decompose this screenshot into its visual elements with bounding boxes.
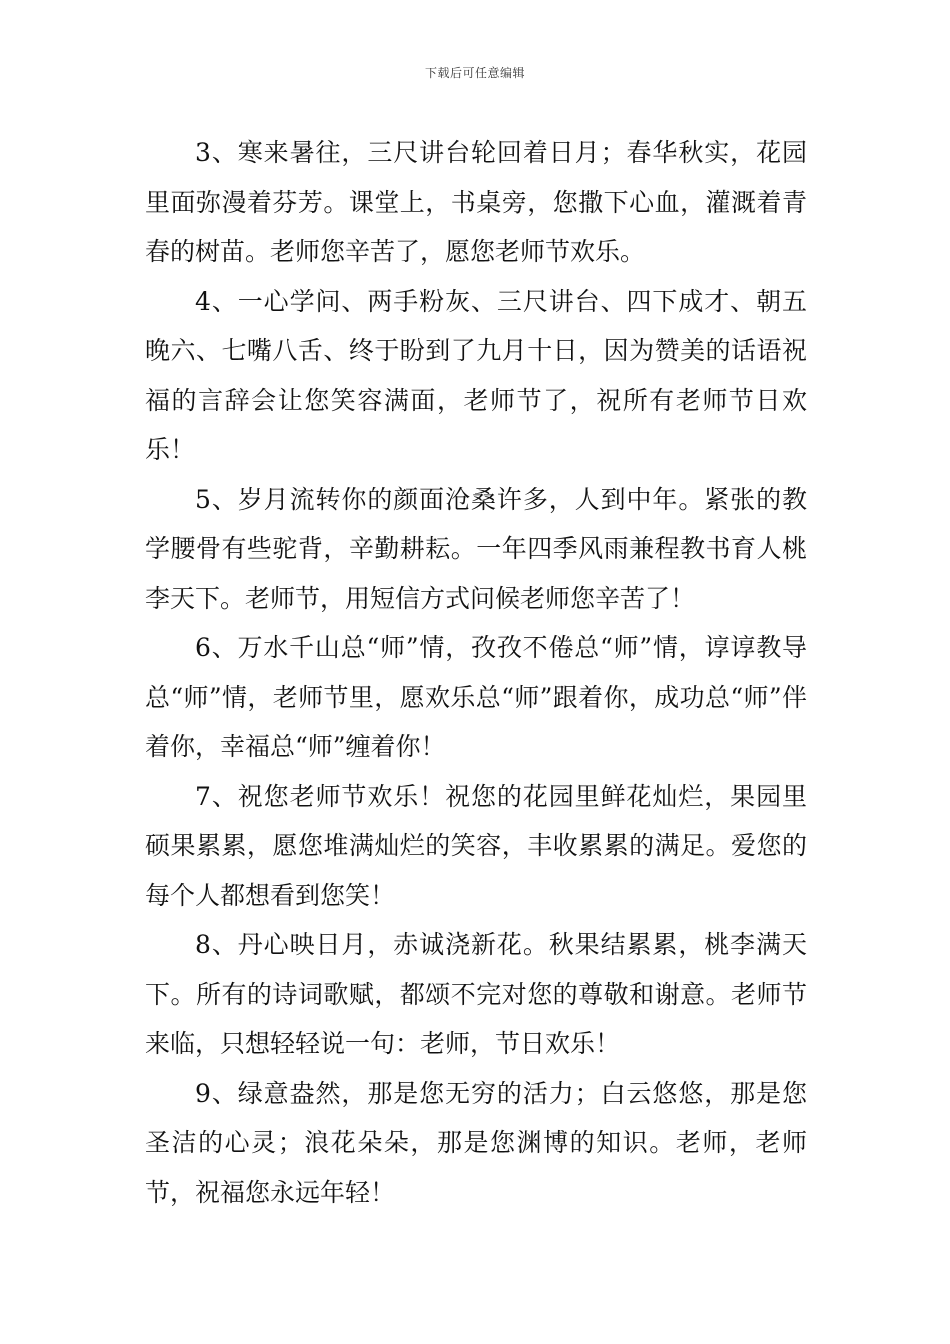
paragraph-4: 4、一心学问、两手粉灰、三尺讲台、四下成才、朝五晚六、七嘴八舌、终于盼到了九月十日，因为赞美的话语祝福的言辞会让您笑容满面，老师节了，祝所有老师节日欢乐！: [145, 286, 807, 464]
document-body: [145, 128, 807, 1217]
paragraph-7: 7、祝您老师节欢乐！祝您的花园里鲜花灿烂，果园里硕果累累，愿您堆满灿烂的笑容，丰收累累的满足。爱您的每个人都想看到您笑！: [145, 781, 807, 910]
paragraph-5: 5、岁月流转你的颜面沧桑许多，人到中年。紧张的教学腰骨有些驼背，辛勤耕耘。一年四季风雨兼程教书育人桃李天下。老师节，用短信方式问候老师您辛苦了！: [145, 484, 807, 613]
paragraph-8: 8、丹心映日月，赤诚浇新花。秋果结累累，桃李满天下。所有的诗词歌赋，都颂不完对您的尊敬和谢意。老师节来临，只想轻轻说一句：老师，节日欢乐！: [145, 930, 807, 1058]
header-note: 下载后可任意编辑: [424, 66, 525, 80]
paragraph-6: 6、万水千山总“师”情，孜孜不倦总“师”情，谆谆教导总“师”情，老师节里，愿欢乐总“师”跟着你，成功总“师”伴着你，幸福总“师”缠着你！: [145, 633, 807, 761]
paragraph-9: 9、绿意盎然，那是您无穷的活力；白云悠悠，那是您圣洁的心灵；浪花朵朵，那是您渊博的知识。老师，老师节，祝福您永远年轻！: [145, 1078, 807, 1207]
paragraph-3: 3、寒来暑往，三尺讲台轮回着日月；春华秋实，花园里面弥漫着芬芳。课堂上，书桌旁，您撒下心血，灌溉着青春的树苗。老师您辛苦了，愿您老师节欢乐。: [145, 138, 807, 266]
